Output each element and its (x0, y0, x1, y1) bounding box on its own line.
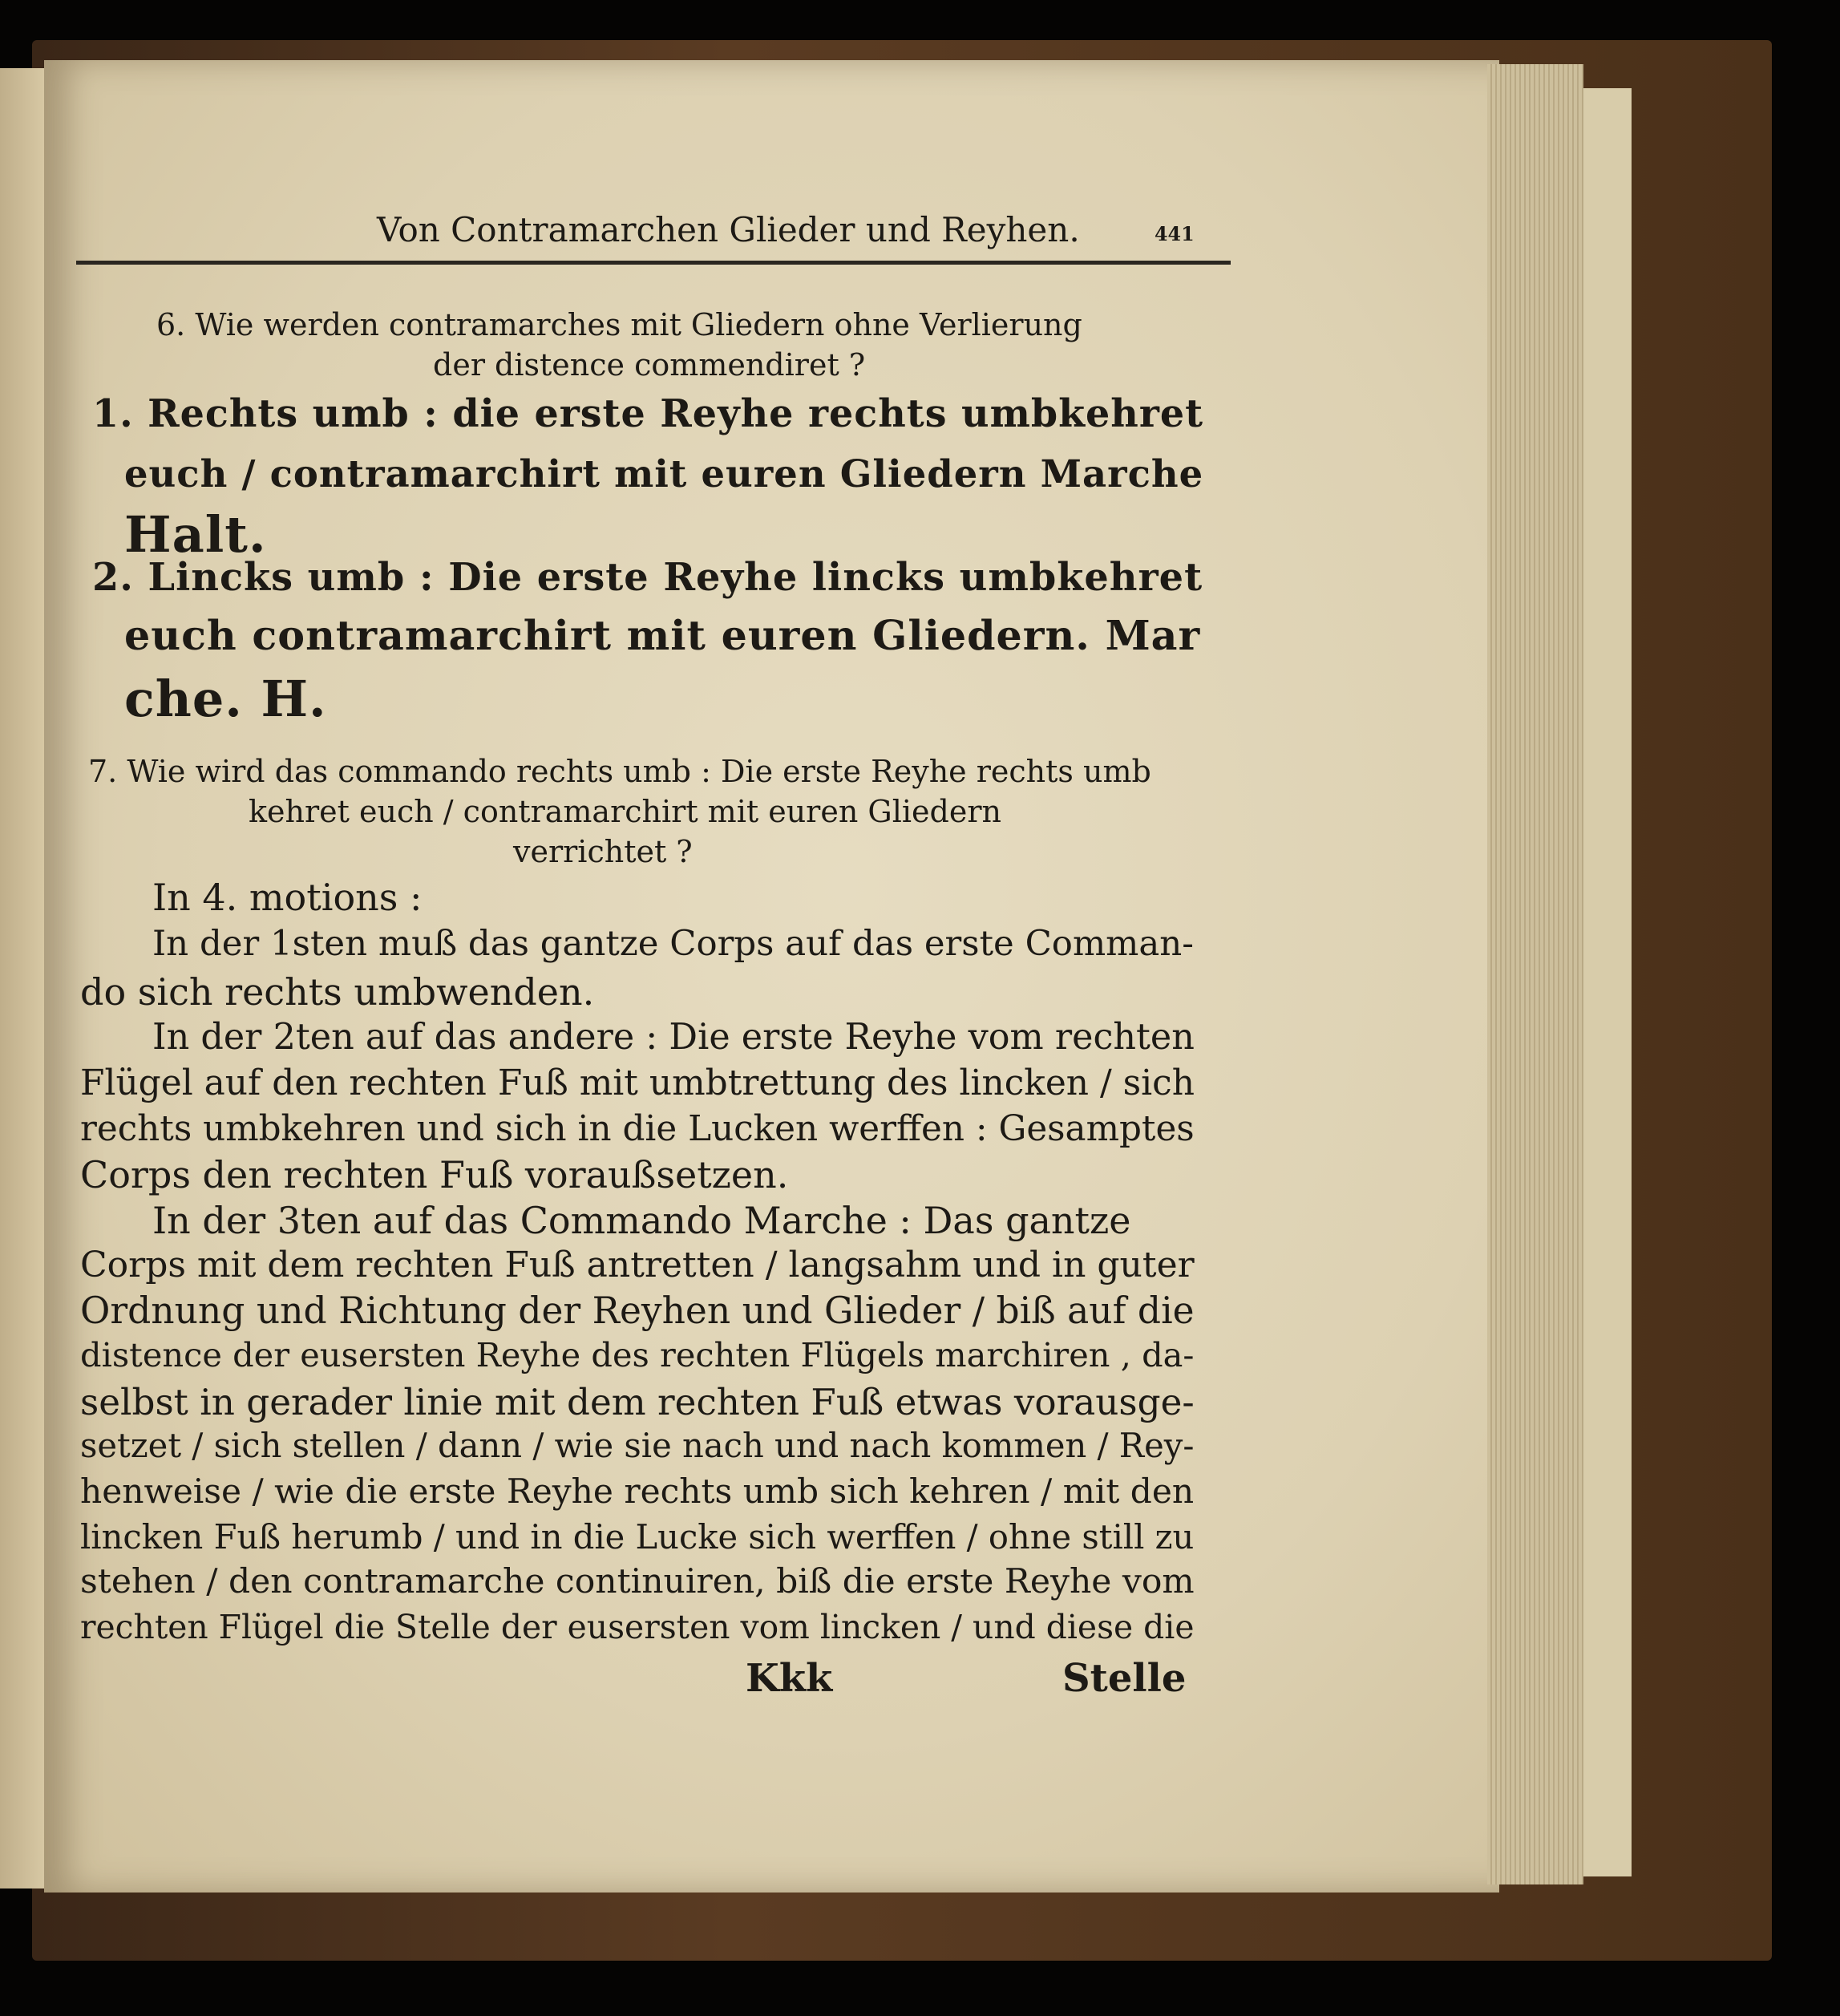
question-7-line-3: verrichtet ? (513, 834, 693, 869)
body-line-8: In der 3ten auf das Commando Marche : Das gantze (152, 1199, 1131, 1242)
signature-mark: Kkk (746, 1656, 833, 1701)
body-line-12: selbst in gerader linie mit dem rechten Fuß etwas vorausge- (80, 1381, 1195, 1423)
command-line-6: che. H. (124, 670, 327, 728)
body-line-9: Corps mit dem rechten Fuß antretten / langsahm und in guter (80, 1245, 1195, 1285)
body-line-16: stehen / den contramarche continuiren, biß die erste Reyhe vom (80, 1562, 1195, 1601)
page-edges-outer (1583, 88, 1632, 1876)
body-line-7: Corps den rechten Fuß voraußsetzen. (80, 1153, 789, 1196)
facing-page-edge (0, 68, 48, 1888)
question-6-line-2: der distence commendiret ? (433, 347, 866, 383)
question-7-line-2: kehret euch / contramarchirt mit euren Gliedern (249, 794, 1001, 829)
command-line-1: 1. Rechts umb : die erste Reyhe rechts umbkehret (92, 391, 1204, 436)
body-line-3: do sich rechts umbwenden. (80, 970, 595, 1014)
body-line-11: distence der eusersten Reyhe des rechten Flügels marchiren , da- (80, 1335, 1195, 1374)
question-7-line-1: 7. Wie wird das commando rechts umb : Die erste Reyhe rechts umb (88, 754, 1151, 789)
body-line-4: In der 2ten auf das andere : Die erste Reyhe vom rechten (152, 1017, 1195, 1058)
body-line-17: rechten Flügel die Stelle der eusersten vom lincken / und diese die (80, 1608, 1195, 1646)
body-line-10: Ordnung und Richtung der Reyhen und Glieder / biß auf die (80, 1289, 1195, 1332)
running-title: Von Contramarchen Glieder und Reyhen. (377, 210, 1080, 249)
page-number: 441 (1155, 223, 1195, 245)
body-line-5: Flügel auf den rechten Fuß mit umbtrettung des lincken / sich (80, 1063, 1195, 1103)
command-line-2: euch / contramarchirt mit euren Gliedern Marche (124, 451, 1204, 496)
body-line-6: rechts umbkehren und sich in die Lucken werffen : Gesamptes (80, 1108, 1195, 1149)
command-line-3: Halt. (124, 505, 267, 564)
body-line-13: setzet / sich stellen / dann / wie sie nach und nach kommen / Rey- (80, 1426, 1195, 1465)
body-line-2: In der 1sten muß das gantze Corps auf das erste Comman- (152, 924, 1194, 964)
body-line-15: lincken Fuß herumb / und in die Lucke sich werffen / ohne still zu (80, 1517, 1195, 1557)
command-line-4: 2. Lincks umb : Die erste Reyhe lincks umbkehret (92, 555, 1203, 600)
header-rule (76, 261, 1231, 265)
page-edges (1487, 64, 1583, 1884)
catchword: Stelle (1062, 1656, 1187, 1701)
body-line-1: In 4. motions : (152, 876, 423, 919)
body-line-14: henweise / wie die erste Reyhe rechts umb sich kehren / mit den (80, 1472, 1195, 1511)
command-line-5: euch contramarchirt mit euren Gliedern. Mar (124, 611, 1201, 659)
question-6-line-1: 6. Wie werden contramarches mit Gliedern ohne Verlierung (156, 307, 1082, 342)
